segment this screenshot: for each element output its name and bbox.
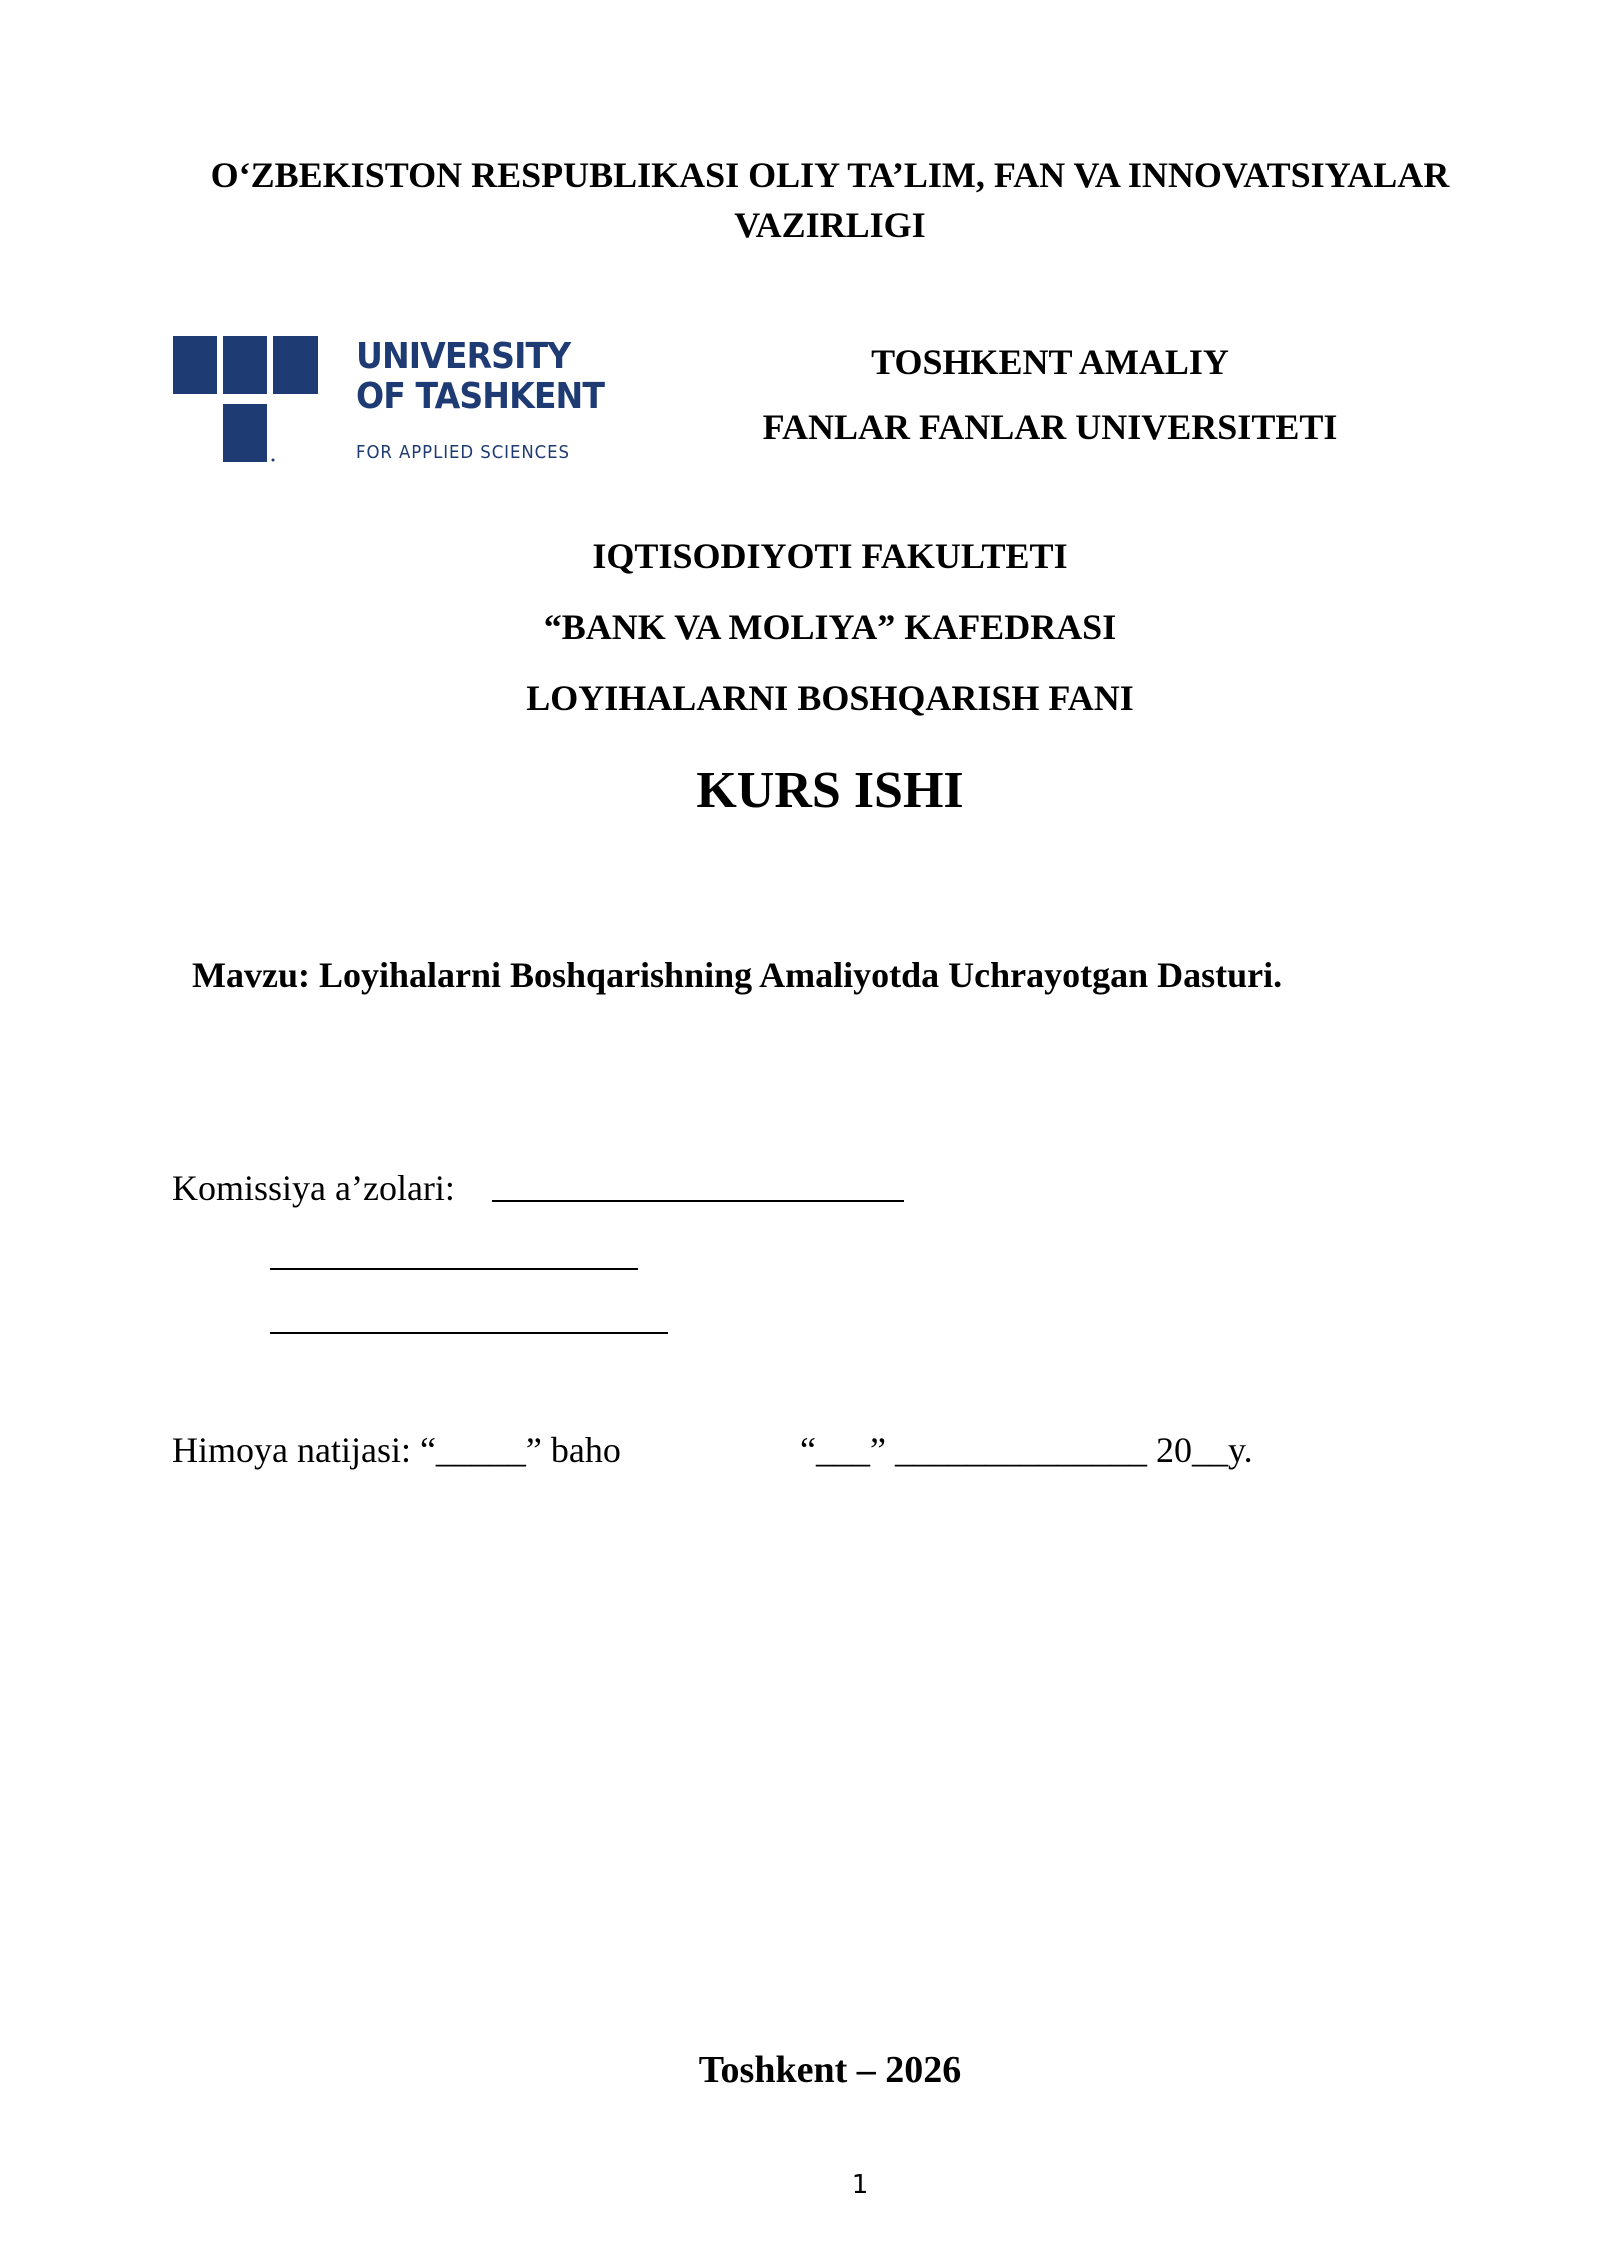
university-logo-text (356, 336, 605, 466)
city-year: Toshkent – 2026 (698, 2049, 962, 2091)
university-logo (173, 336, 605, 466)
commission-signature-line-1 (492, 1200, 904, 1202)
department-name: “BANK VA MOLIYA” KAFEDRASI (543, 607, 1117, 647)
logo-line-applied-sciences: FOR APPLIED SCIENCES (356, 442, 570, 463)
page-number: 1 (851, 2170, 869, 2200)
defense-result: Himoya natijasi: “_____” baho (172, 1430, 621, 1470)
faculty-name: IQTISODIYOTI FAKULTETI (592, 536, 1068, 576)
commission-signature-line-2 (270, 1268, 638, 1270)
ministry-line-2: VAZIRLIGI (734, 205, 926, 245)
topic-line: Mavzu: Loyihalarni Boshqarishning Amaliyotda Uchrayotgan Dasturi. (192, 955, 1283, 995)
commission-label: Komissiya a’zolari: (172, 1168, 455, 1208)
ministry-heading (120, 150, 1540, 250)
logo-line-university: UNIVERSITY (356, 336, 571, 377)
university-name-line-2: FANLAR FANLAR UNIVERSITETI (762, 407, 1338, 447)
subject-name: LOYIHALARNI BOSHQARISH FANI (526, 678, 1134, 718)
university-name-line-1: TOSHKENT AMALIY (871, 342, 1229, 382)
document-title: KURS ISHI (696, 762, 964, 819)
ministry-line-1: O‘ZBEKISTON RESPUBLIKASI OLIY TA’LIM, FAN VA INNOVATSIYALAR (210, 155, 1450, 195)
defense-date: “___” ______________ 20__y. (800, 1430, 1253, 1470)
commission-signature-line-3 (270, 1332, 668, 1334)
university-logo-mark-icon (173, 336, 318, 464)
logo-line-of-tashkent: OF TASHKENT (356, 376, 605, 417)
